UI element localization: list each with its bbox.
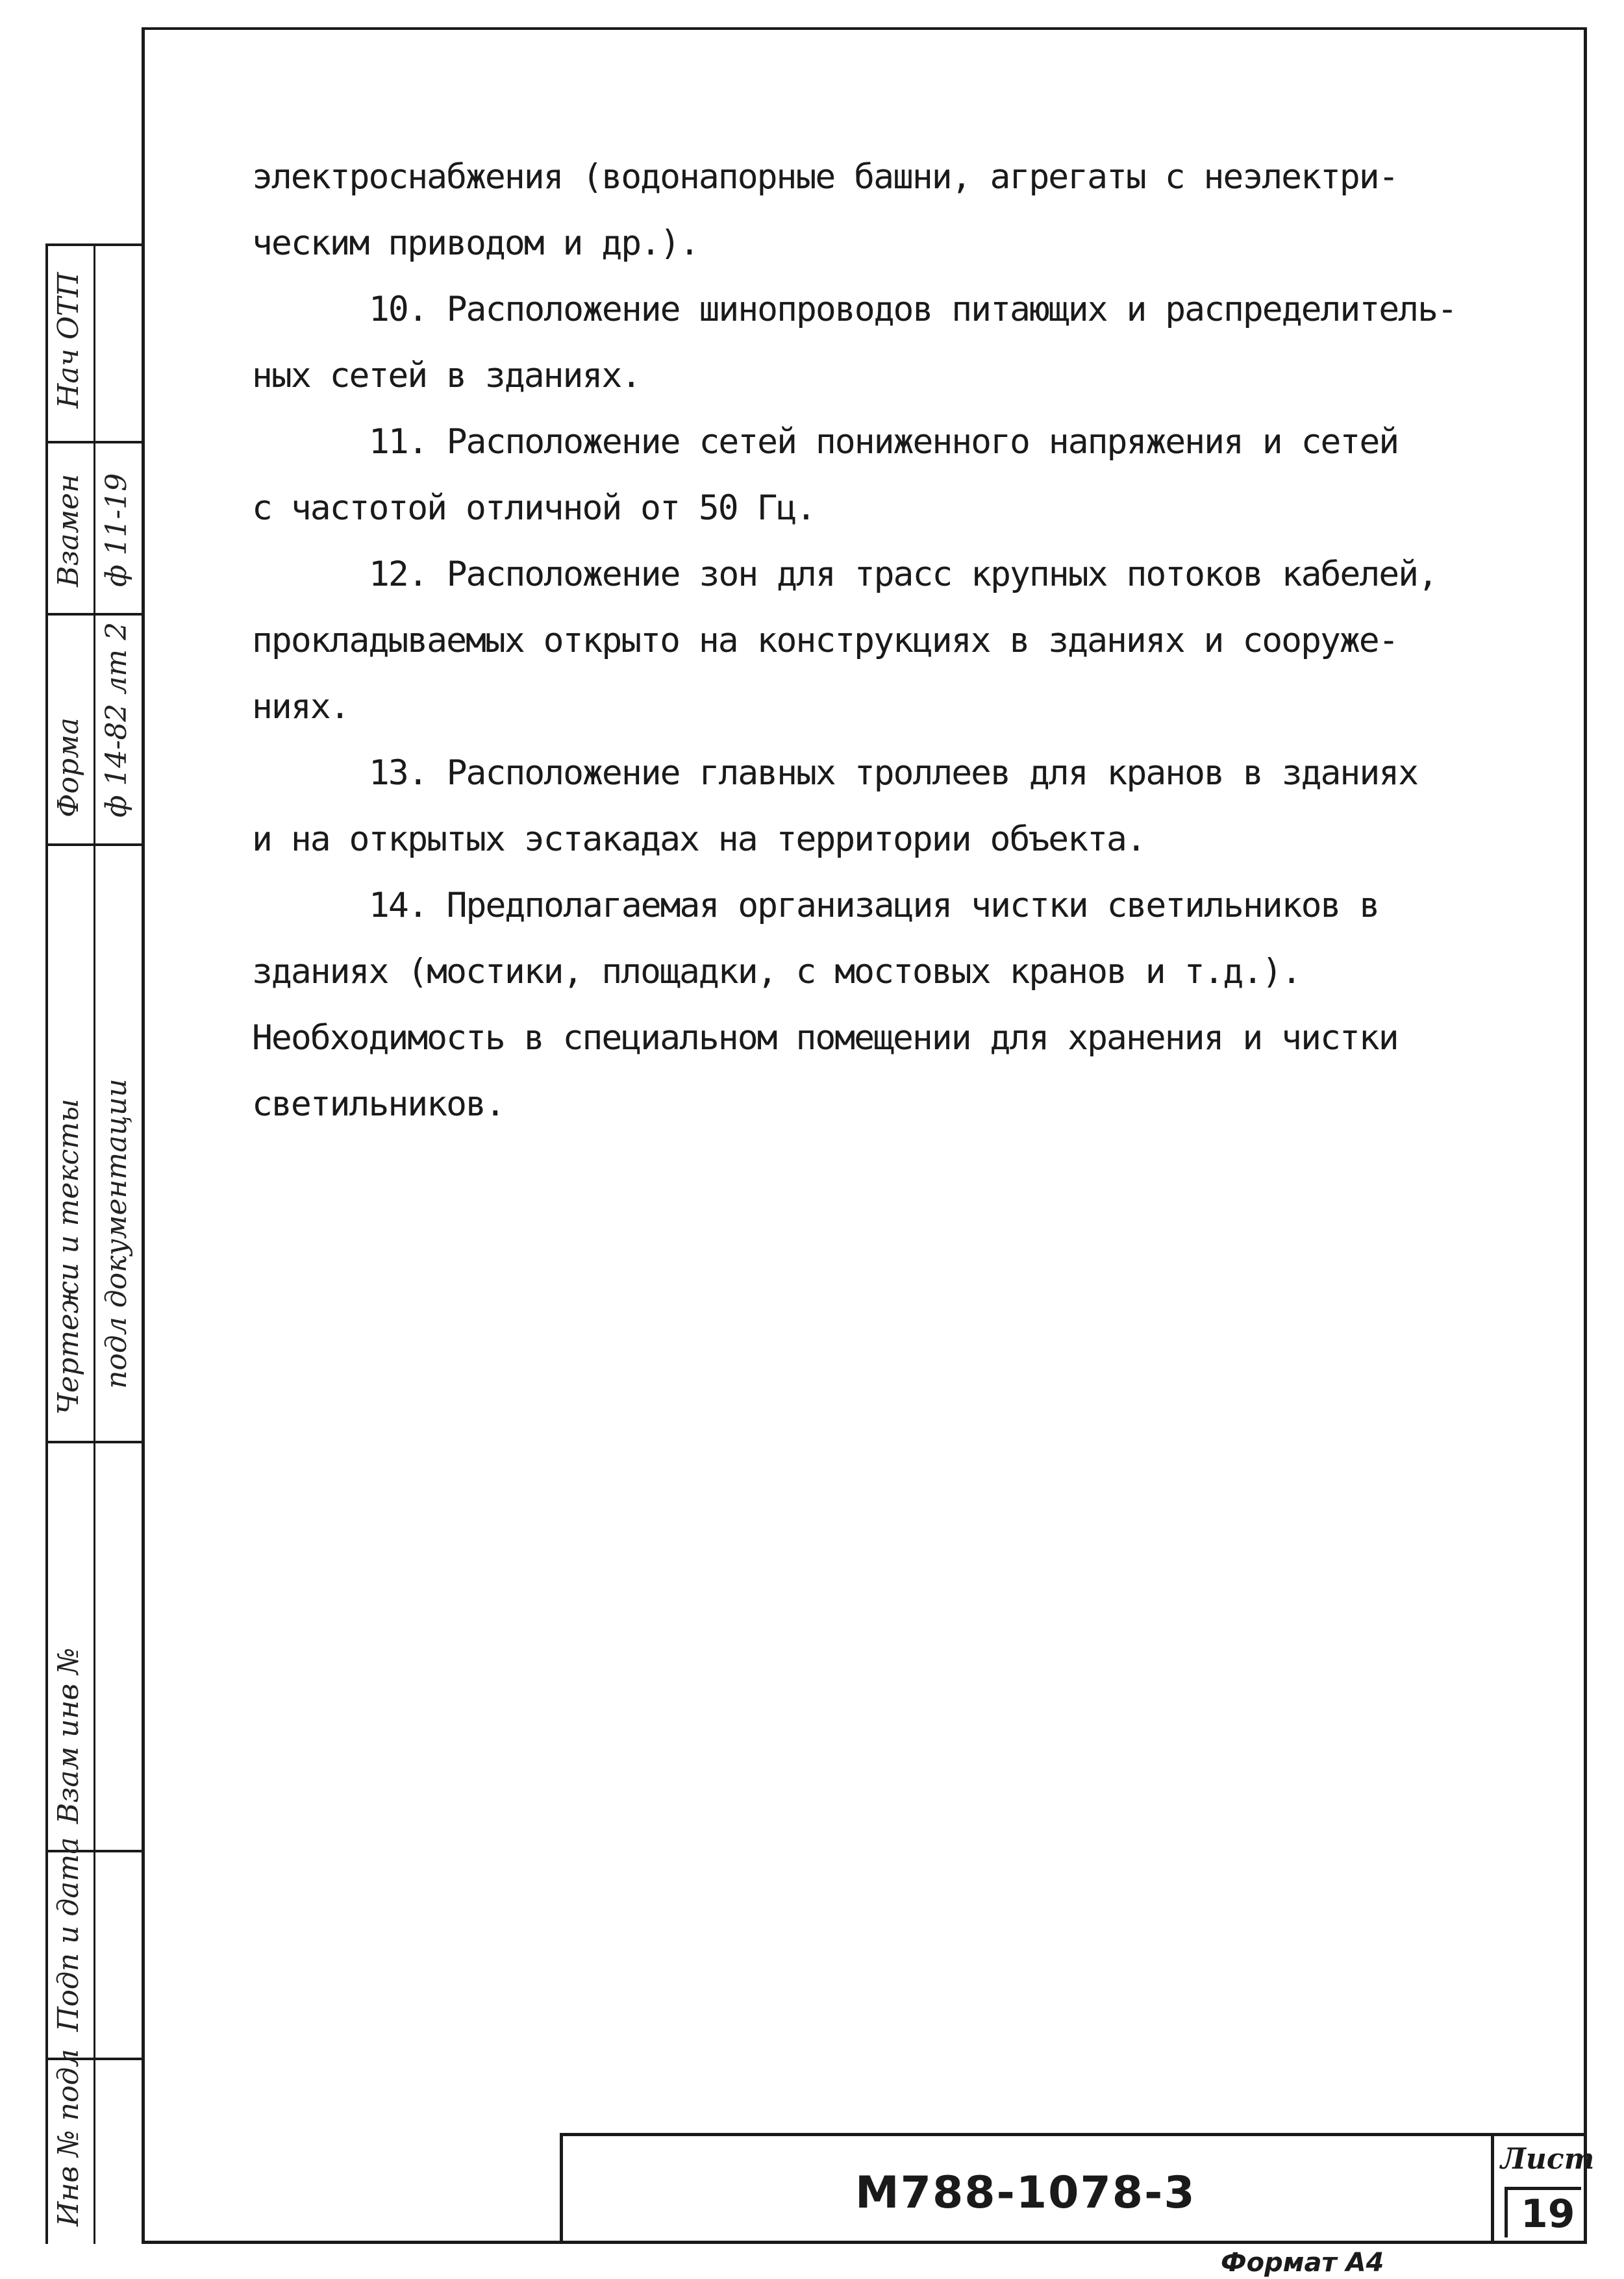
paragraph-line: 12. Расположение зон для трасс крупных потоков кабелей, bbox=[369, 554, 1437, 594]
label-inv-podl: Инв № подл bbox=[52, 2049, 85, 2226]
label-vzam-inv: Взам инв № bbox=[52, 1647, 85, 1824]
label-podl-doc: подл документации bbox=[100, 1078, 133, 1389]
format-label: Формат А4 bbox=[1221, 2248, 1384, 2278]
paragraph-line: 10. Расположение шинопроводов питающих и распределитель- bbox=[369, 290, 1456, 329]
label-nach-otp: Нач ОТП bbox=[52, 272, 85, 408]
strip-row-line bbox=[48, 843, 144, 846]
label-forma-value: ф 14-82 лт 2 bbox=[100, 622, 133, 817]
label-forma: Форма bbox=[52, 717, 85, 817]
strip-divider bbox=[94, 246, 95, 2244]
sheet-number: 19 bbox=[1521, 2191, 1575, 2237]
sheet-label: Лист bbox=[1501, 2143, 1595, 2176]
document-body bbox=[252, 144, 1518, 1138]
paragraph-line: ных сетей в зданиях. bbox=[252, 356, 641, 395]
strip-row-line bbox=[48, 613, 144, 616]
paragraph-line: 11. Расположение сетей пониженного напряжения и сетей bbox=[369, 422, 1399, 462]
strip-row-line bbox=[48, 441, 144, 443]
title-block bbox=[560, 2133, 1595, 2244]
sheet-number-box bbox=[1505, 2187, 1581, 2237]
paragraph-line: и на открытых эстакадах на территории объекта. bbox=[252, 819, 1145, 859]
document-code: М788-1078-3 bbox=[855, 2167, 1196, 2219]
binding-strip bbox=[45, 243, 142, 2244]
label-vzamen-value: ф 11-19 bbox=[100, 473, 133, 587]
sheet-box bbox=[1491, 2136, 1595, 2244]
paragraph-line: 14. Предполагаемая организация чистки светильников в bbox=[369, 886, 1379, 925]
paragraph-line: с частотой отличной от 50 Гц. bbox=[252, 488, 816, 528]
paragraph-line: электроснабжения (водонапорные башни, агрегаты с неэлектри- bbox=[252, 157, 1398, 197]
paragraph-line: ниях. bbox=[252, 687, 349, 727]
paragraph-line: Необходимость в специальном помещении для хранения и чистки bbox=[252, 1018, 1398, 1058]
label-cherteji: Чертежи и тексты bbox=[52, 1099, 85, 1415]
paragraph-line: 13. Расположение главных троллеев для кранов в зданиях bbox=[369, 753, 1418, 793]
paragraph-line: ческим приводом и др.). bbox=[252, 223, 699, 263]
label-podp-data: Подп и дата bbox=[52, 1837, 85, 2032]
paragraph-line: прокладываемых открыто на конструкциях в зданиях и сооруже- bbox=[252, 621, 1398, 660]
paragraph-line: зданиях (мостики, площадки, с мостовых кранов и т.д.). bbox=[252, 952, 1301, 991]
label-vzamen: Взамен bbox=[52, 473, 85, 587]
paragraph-line: светильников. bbox=[252, 1084, 505, 1124]
strip-row-line bbox=[48, 1441, 144, 1443]
